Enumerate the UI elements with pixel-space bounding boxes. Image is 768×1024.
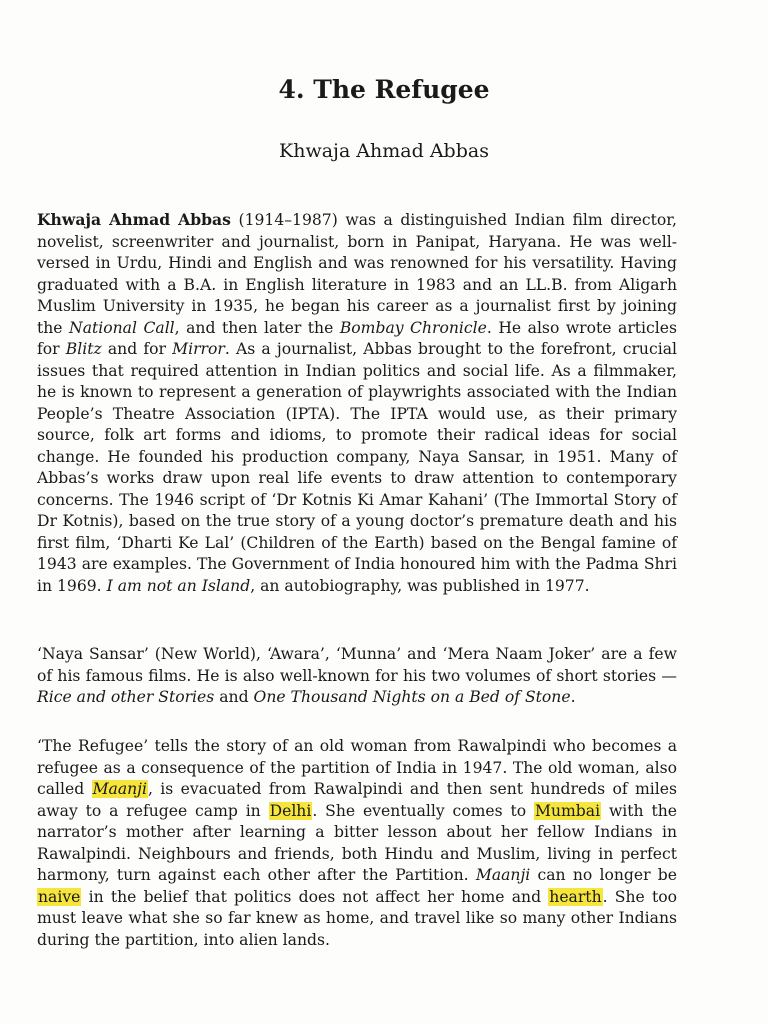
text-span: and xyxy=(214,688,254,706)
text-span: . He also wrote articles for xyxy=(37,318,677,358)
text-span: , and then later the xyxy=(174,318,340,337)
text-span: and for xyxy=(101,340,173,358)
highlighted-word: Delhi xyxy=(269,801,312,820)
author-name: Khwaja Ahmad Abbas xyxy=(279,140,489,162)
text-span: with the narrator’s mother after learning a bitter lesson about her fellow Indians in Rawalpindi. Neighbours and friends, both Hindu and Muslim, living in perfect harmony, turn against each other after the Partition. xyxy=(37,801,677,884)
italic-text: Rice and other Stories xyxy=(37,688,215,706)
highlighted-word: Maanji xyxy=(92,780,147,798)
text-span: . She eventually comes to xyxy=(312,801,535,820)
italic-text: National Call xyxy=(69,318,175,337)
chapter-title: 4. The Refugee xyxy=(278,75,490,104)
story-summary-paragraph xyxy=(37,736,677,951)
italic-text: Maanji xyxy=(475,866,531,884)
italic-text: I am not an Island xyxy=(106,576,251,595)
author-bio-paragraph xyxy=(37,209,677,597)
text-span: (1914–1987) was a distinguished Indian film director, novelist, screenwriter and journalist, born in Panipat, Haryana. He was well-versed in Urdu, Hindi and English and was renowned for his versatility. Having graduated with a B.A. in English literature in 1983 and an LL.B. from Aligarh Muslim University in 1935, he began his career as a journalist first by joining the xyxy=(37,211,677,337)
highlighted-word: Mumbai xyxy=(535,801,601,820)
italic-text: Mirror xyxy=(172,340,225,358)
italic-text: Bombay Chronicle xyxy=(339,318,487,337)
highlighted-word: hearth xyxy=(549,887,602,906)
author-name-bold: Khwaja Ahmad Abbas xyxy=(37,210,231,229)
films-paragraph xyxy=(37,644,677,709)
text-span: . She too must leave what she so far knew as home, and travel like so many other Indians during the partition, into alien lands. xyxy=(37,887,678,949)
italic-text: Blitz xyxy=(65,340,102,358)
text-span: . xyxy=(570,688,576,706)
text-span: in the belief that politics does not affect her home and xyxy=(81,887,549,906)
italic-text: One Thousand Nights on a Bed of Stone xyxy=(253,688,571,706)
text-span: can no longer be xyxy=(530,866,677,884)
text-span: . As a journalist, Abbas brought to the forefront, crucial issues that required attention in Indian politics and social life. As a filmmaker, he is known to represent a generation of playwrights associated with the Indian People’s Theatre Association (IPTA). The IPTA would use, as their primary source, folk art forms and idioms, to promote their radical ideas for social change. He founded his production company, Naya Sansar, in 1951. Many of Abbas’s works draw upon real life events to draw attention to contemporary concerns. The 1946 script of ‘Dr Kotnis Ki Amar Kahani’ (The Immortal Story of Dr Kotnis), based on the true story of a young doctor’s premature death and his first film, ‘Dharti Ke Lal’ (Children of the Earth) based on the Bengal famine of 1943 are examples. The Government of India honoured him with the Padma Shri in 1969. xyxy=(37,340,677,595)
text-span: , an autobiography, was published in 1977. xyxy=(250,576,590,595)
highlighted-word: naive xyxy=(38,887,81,906)
text-span: ‘The Refugee’ tells the story of an old woman from Rawalpindi who becomes a refugee as a consequence of the partition of India in 1947. The old woman, also called xyxy=(37,737,677,798)
text-span: , is evacuated from Rawalpindi and then sent hundreds of miles away to a refugee camp in xyxy=(37,780,677,820)
text-span: ‘Naya Sansar’ (New World), ‘Awara’, ‘Munna’ and ‘Mera Naam Joker’ are a few of his famous films. He is also well-known for his two volumes of short stories — xyxy=(37,645,677,685)
